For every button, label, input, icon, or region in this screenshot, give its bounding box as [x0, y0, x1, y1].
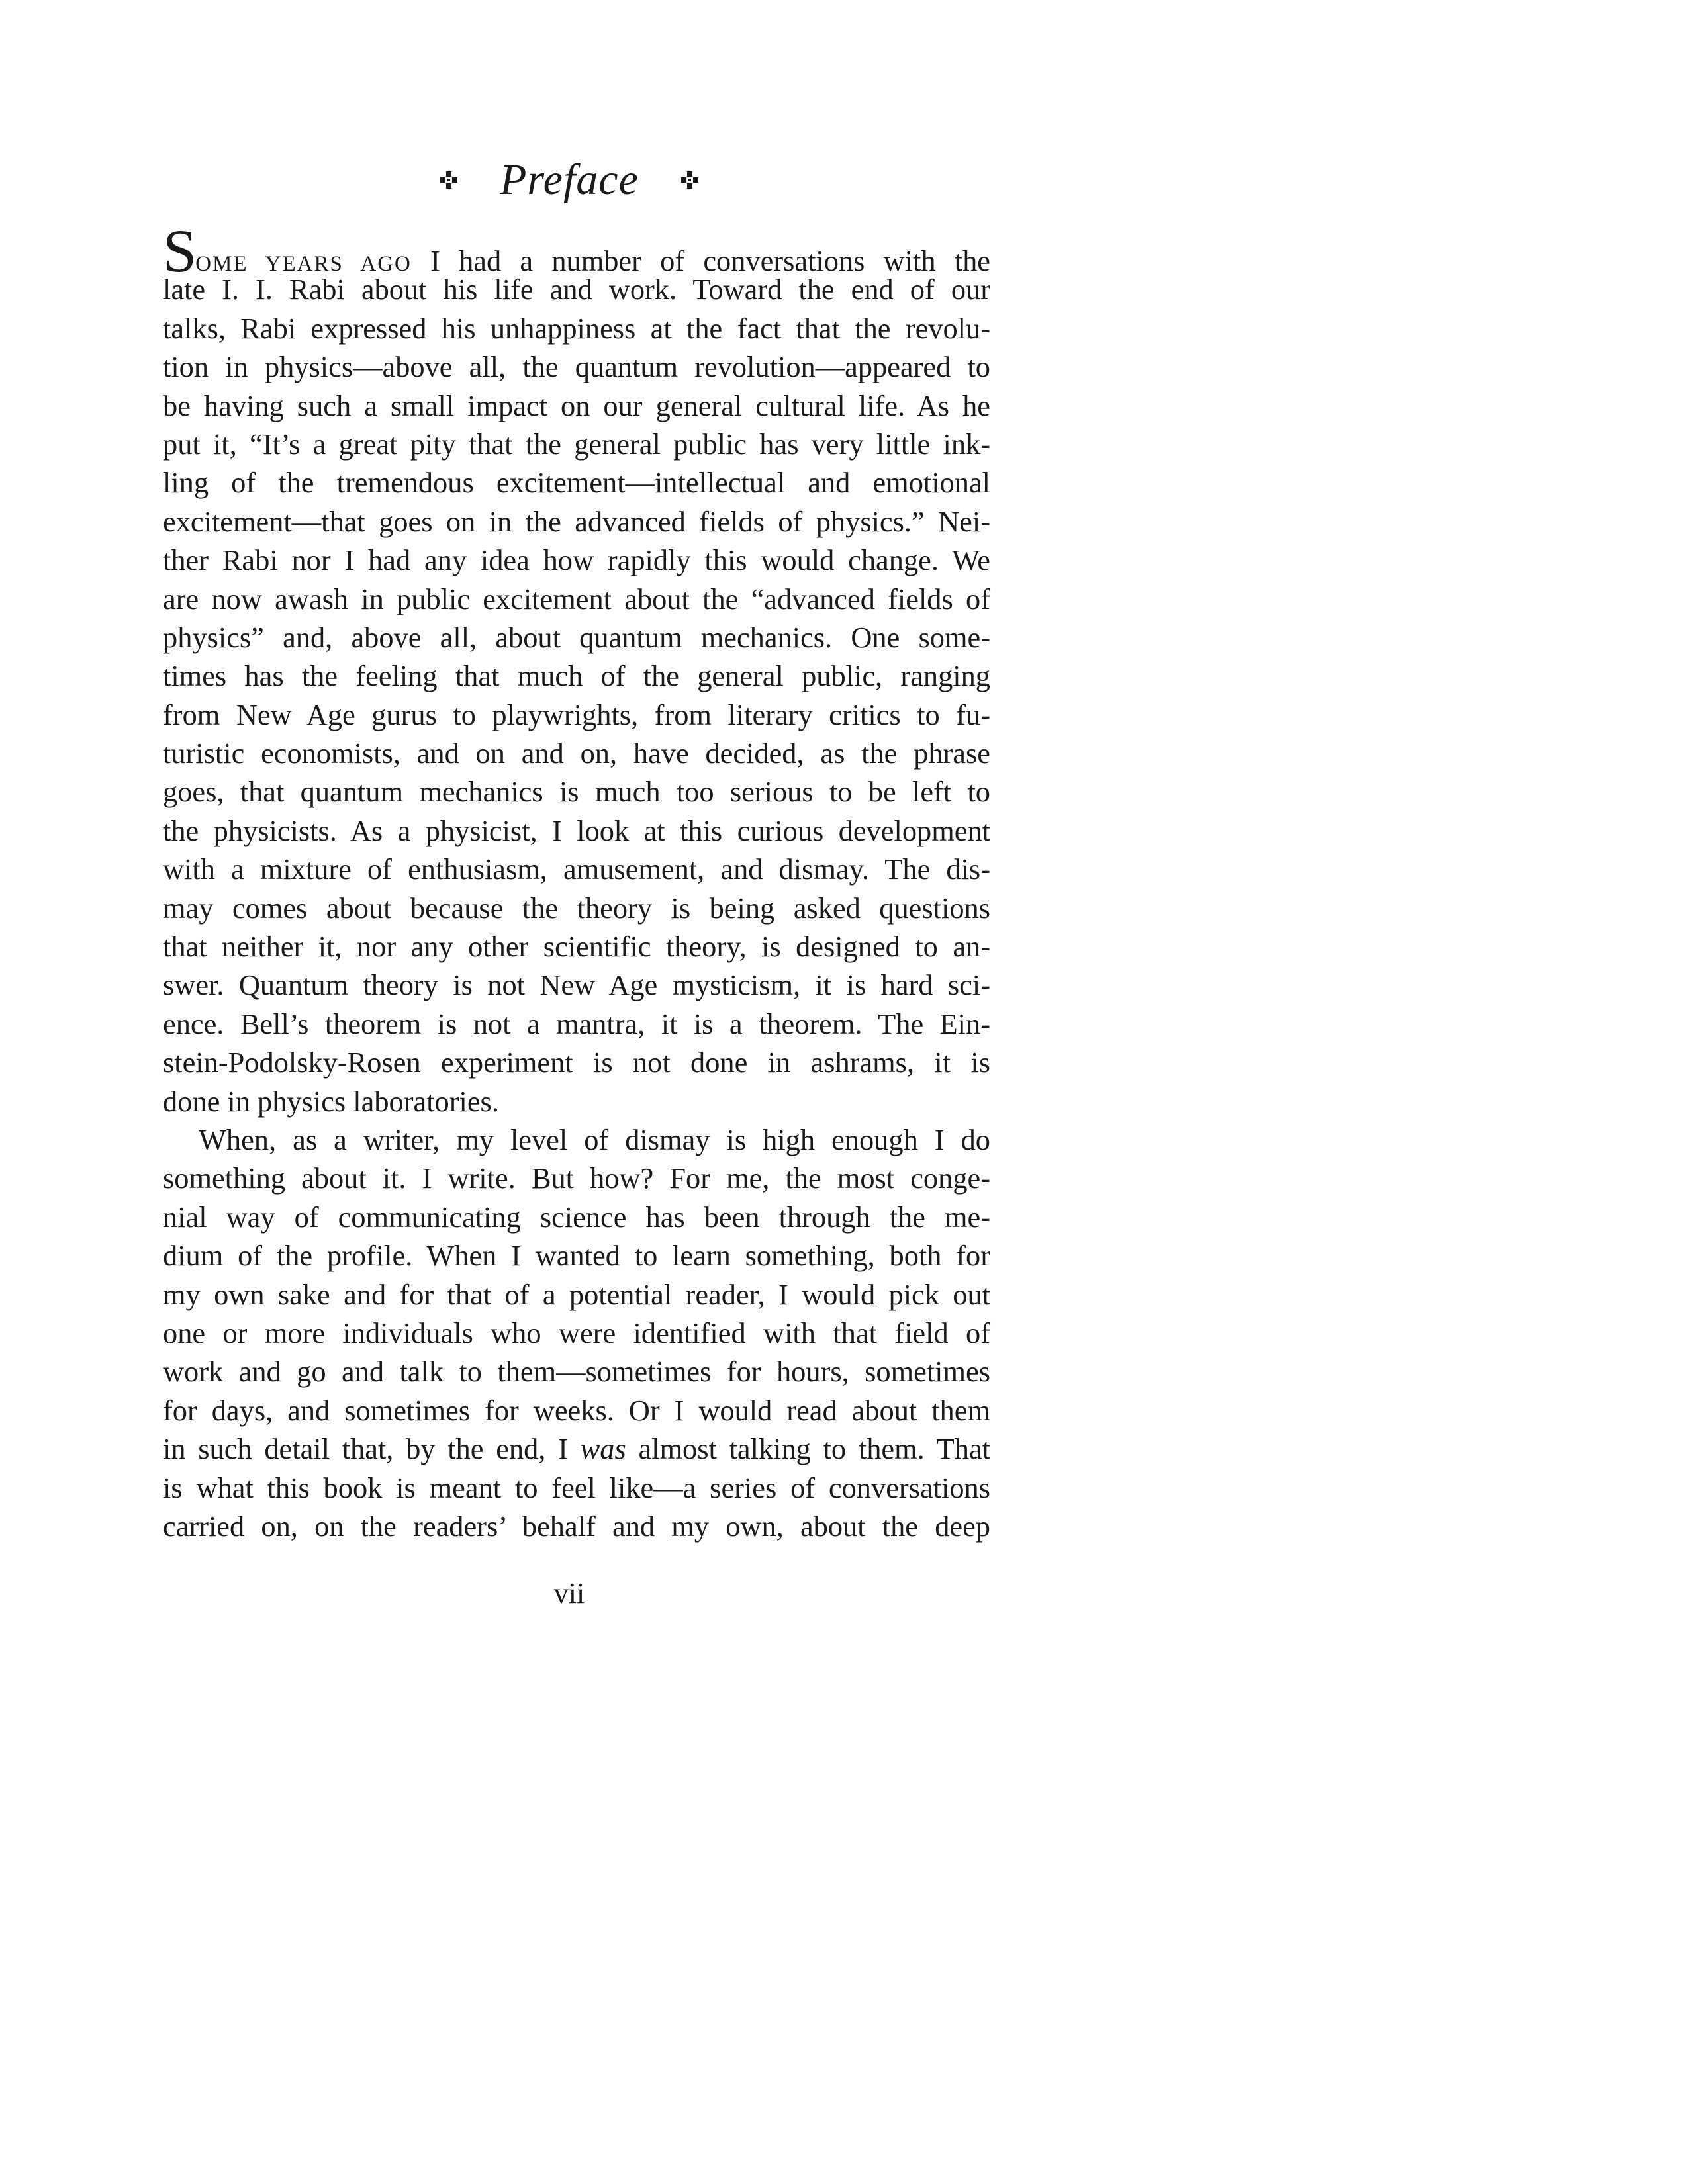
text-line: ence. Bell’s theorem is not a mantra, it is a theorem. The Ein- [163, 1007, 990, 1040]
text-line: my own sake and for that of a potential reader, I would pick out [163, 1277, 990, 1311]
text-line: is what this book is meant to feel like—a series of conversations [163, 1471, 990, 1504]
text-line: turistic economists, and on and on, have decided, as the phrase [163, 737, 990, 770]
text-line: are now awash in public excitement about the “advanced fields of [163, 582, 990, 615]
text-line: for days, and sometimes for weeks. Or I would read about them [163, 1393, 990, 1427]
body-text [163, 217, 990, 1545]
text-line: in such detail that, by the end, I was almost talking to them. That [163, 1432, 990, 1466]
text-line: from New Age gurus to playwrights, from literary critics to fu- [163, 698, 990, 731]
page-number: vii [553, 1577, 585, 1610]
text-line: done in physics laboratories. [163, 1084, 499, 1118]
page-title: Preface [500, 156, 639, 204]
text-line: tion in physics—above all, the quantum revolution—appeared to [163, 350, 990, 384]
text-line: late I. I. Rabi about his life and work. Toward the end of our [163, 273, 990, 306]
text-line: the physicists. As a physicist, I look at this curious development [163, 813, 990, 847]
ornament-left-icon [440, 171, 457, 189]
emphasis-word: was [580, 1432, 626, 1466]
text-line: be having such a small impact on our general cultural life. As he [163, 388, 990, 422]
text-line: something about it. I write. But how? For me, the most conge- [163, 1161, 990, 1195]
lead-in-smallcaps: OME YEARS AGO [195, 252, 412, 276]
text-line: ling of the tremendous excitement—intellectual and emotional [163, 466, 990, 500]
text-line: that neither it, nor any other scientific theory, is designed to an- [163, 930, 990, 964]
text-line: carried on, on the readers’ behalf and my own, about the deep [163, 1509, 990, 1543]
text-line: ther Rabi nor I had any idea how rapidly this would change. We [163, 543, 990, 577]
drop-cap: S [163, 217, 196, 285]
paragraph-2 [163, 1120, 990, 1545]
text-line: physics” and, above all, about quantum mechanics. One some- [163, 620, 990, 654]
chapter-heading [424, 154, 715, 206]
text-line: stein-Podolsky-Rosen experiment is not done in ashrams, it is [163, 1046, 990, 1079]
text-line: SOME YEARS AGO I had a number of conversations with the [163, 217, 990, 285]
ornament-right-icon [681, 171, 698, 189]
text-line: talks, Rabi expressed his unhappiness at the fact that the revolu- [163, 311, 990, 345]
text-line: nial way of communicating science has been through the me- [163, 1200, 990, 1234]
text-line: swer. Quantum theory is not New Age mysticism, it is hard sci- [163, 968, 990, 1002]
paragraph-1 [163, 217, 990, 1120]
text-line: When, as a writer, my level of dismay is high enough I do [199, 1122, 990, 1156]
text-line: put it, “It’s a great pity that the general public has very little ink- [163, 427, 990, 461]
text-line: may comes about because the theory is being asked questions [163, 891, 990, 925]
text-line: work and go and talk to them—sometimes for hours, sometimes [163, 1355, 990, 1388]
text-line: goes, that quantum mechanics is much too serious to be left to [163, 775, 990, 809]
text-line: excitement—that goes on in the advanced fields of physics.” Nei- [163, 504, 990, 538]
text-line: times has the feeling that much of the general public, ranging [163, 659, 990, 693]
text-line: one or more individuals who were identified with that field of [163, 1316, 990, 1349]
text-line: dium of the profile. When I wanted to learn something, both for [163, 1239, 990, 1273]
text-line: with a mixture of enthusiasm, amusement, and dismay. The dis- [163, 852, 990, 886]
